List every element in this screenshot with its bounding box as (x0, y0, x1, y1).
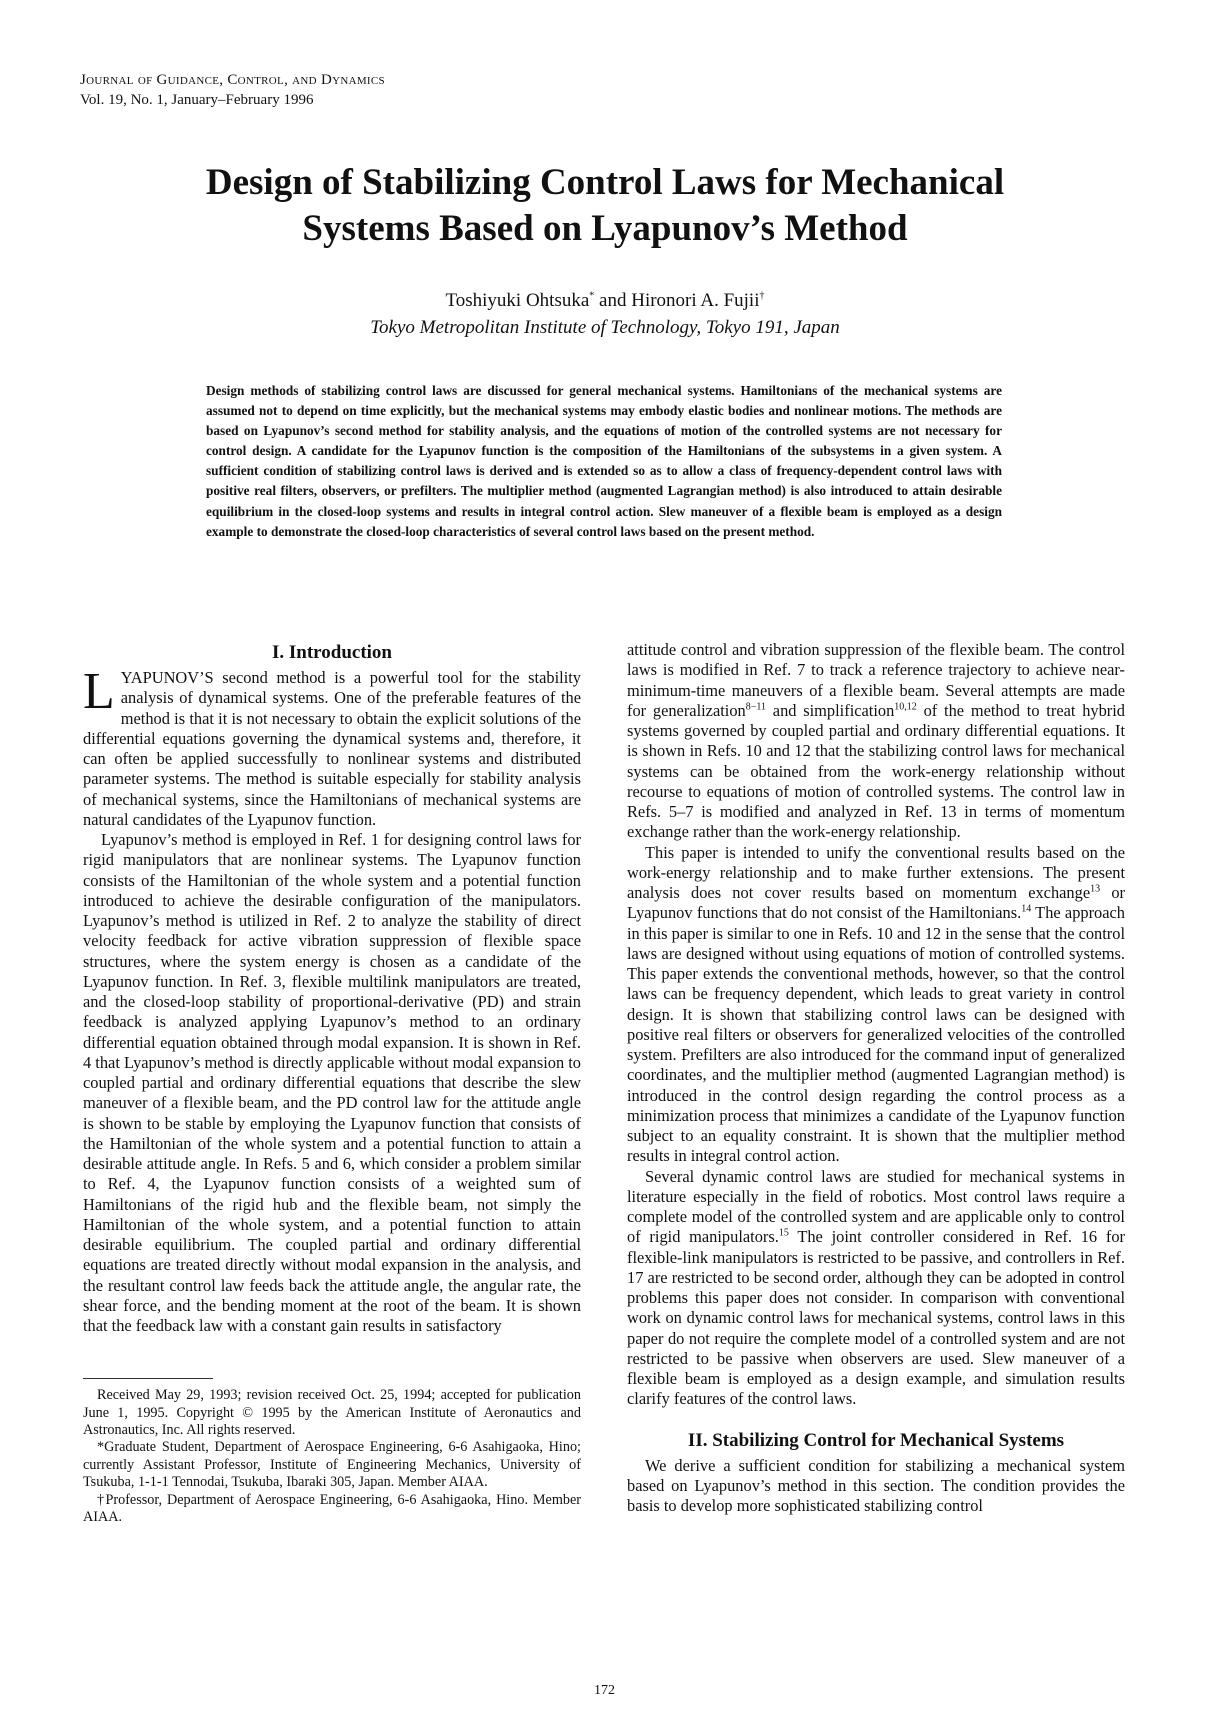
citation-mark: 15 (778, 1227, 789, 1239)
drop-cap: L (83, 663, 115, 720)
text-run: of the method to treat hybrid systems governed by coupled partial and ordinary differential equations. It is shown in Refs. 10 and 12 that the stabilizing control laws for mechanical systems can be obtained from the work-energy relationship without recourse to equations of motion of controlled systems. The control law in Refs. 5–7 is modified and analyzed in Ref. 13 in terms of momentum exchange rather than the work-energy relationship. (627, 700, 1125, 842)
citation-mark: 14 (1021, 903, 1032, 915)
text-run: This paper is intended to unify the conventional results based on the work-energy relationship and to make further extensions. The present analysis does not cover results based on momentum exchange (627, 842, 1125, 902)
text-run: Several dynamic control laws are studied for mechanical systems in literature especially in the field of robotics. Most control laws require a complete model of the controlled system and are applicable only to control of rigid manipulators. (627, 1166, 1125, 1247)
paper-title (60, 160, 1150, 252)
citation-mark: 8−11 (745, 701, 767, 713)
text-run: or Lyapunov functions that do not consist of the Hamiltonians. (627, 883, 1125, 923)
author-1-mark: * (589, 290, 595, 302)
intro-paragraph-2: Lyapunov’s method is employed in Ref. 1 for designing control laws for rigid manipulators that are nonlinear systems. The Lyapunov function consists of the Hamiltonian of the whole system and a potential function introduced to achieve the desirable configuration of the manipulators. Lyapunov’s method is utilized in Ref. 2 to analyze the stability of direct velocity feedback for active vibration suppression of flexible space structures, where the system energy is chosen as a candidate of the Lyapunov function. In Ref. 3, flexible multilink manipulators are treated, and the closed-loop stability of proportional-derivative (PD) and strain feedback is analyzed applying Lyapunov’s method to an ordinary differential equation obtained through modal expansion. It is shown in Ref. 4 that Lyapunov’s method is directly applicable without modal expansion to coupled partial and ordinary differential equations that describe the slew maneuver of a flexible beam, and the PD control law for the attitude angle is shown to be stable by employing the Lyapunov function that consists of the Hamiltonian of the whole system and a potential function to attain a desirable attitude angle. In Refs. 5 and 6, which consider a problem similar to Ref. 4, the Lyapunov function consists of a weighted sum of Hamiltonians of the rigid hub and the flexible beam, not simply the Hamiltonian of the whole system, and a potential function to attain desirable equilibrium. The coupled partial and ordinary differential equations are treated directly without modal expansion in the analysis, and the resultant control law feeds back the attitude angle, the angular rate, the shear force, and the bending moment at the root of the beam. It is shown that the feedback law with a constant gain results in satisfactory (83, 830, 582, 1335)
section-heading-introduction: I. Introduction (271, 642, 392, 663)
section-heading-stabilizing-control: II. Stabilizing Control for Mechanical Systems (687, 1429, 1065, 1451)
text-run: The joint controller considered in Ref. 16 for flexible-link manipulators is restricted to be passive, and controllers in Ref. 17 are restricted to be second order, although they can be adopted in control problems this paper does not consider. In comparison with conventional work on dynamic control laws for mechanical systems, control laws in this paper do not require the complete model of a controlled system and are not restricted to be passive when observers are used. Slew maneuver of a flexible beam is employed as a design example, and simulation results clarify features of the control laws. (627, 1227, 1126, 1409)
title-line-2: Systems Based on Lyapunov’s Method (302, 208, 908, 249)
left-column (83, 640, 581, 1527)
author-2: Hironori A. Fujii (631, 290, 760, 311)
intro-paragraph-4 (627, 1167, 1125, 1410)
journal-header (80, 70, 385, 110)
affiliation: Tokyo Metropolitan Institute of Technology, Tokyo 191, Japan (370, 317, 840, 338)
intro-paragraph-1-text: YAPUNOV’S second method is a powerful tool for the stability analysis of dynamical systems. One of the preferable features of the method is that it is not necessary to obtain the explicit solutions of the differential equations governing the dynamical systems and, therefore, it can often be applied successfully to nonlinear systems and distributed parameter systems. The method is suitable especially for stability analysis of mechanical systems, since the Hamiltonians of mechanical systems are natural candidates of the Lyapunov function. (83, 668, 581, 829)
text-run: The approach in this paper is similar to one in Refs. 10 and 12 in the sense that the control laws are designed without using equations of motion of controlled systems. This paper extends the conventional methods, however, so that the control laws can be frequency dependent, which leads to great variety in control design. It is shown that stabilizing control laws can be designed with positive real filters or observers for generalized velocities of the controlled system. Prefilters are also introduced for the command input of generalized coordinates, and the multiplier method (augmented Lagrangian method) is introduced in the control design regarding the control process as a minimization process that minimizes a candidate of the Lyapunov function subject to an equality constraint. It is shown that the multiplier method results in integral control action. (627, 903, 1126, 1166)
abstract: Design methods of stabilizing control laws are discussed for general mechanical systems. Hamiltonians of the mechanical systems are assumed not to depend on time explicitly, but the mechanical systems may embody elastic bodies and nonlinear motions. The methods are based on Lyapunov’s second method for stability analysis, and the equations of motion of the controlled systems are not necessary for control design. A candidate for the Lyapunov function is the composition of the Hamiltonians of the subsystems in a given system. A sufficient condition of stabilizing control laws is derived and is extended so as to allow a class of frequency-dependent control laws with positive real filters, observers, or prefilters. The multiplier method (augmented Lagrangian method) is also introduced to attain desirable equilibrium in the closed-loop systems and results in integral control action. Slew maneuver of a flexible beam is employed as a design example to demonstrate the closed-loop characteristics of several control laws based on the present method. (206, 383, 1002, 539)
footnote-rule (83, 1378, 213, 1379)
text-run: attitude control and vibration suppression of the flexible beam. The control laws is modified in Ref. 7 to track a reference trajectory to achieve near-minimum-time maneuvers of a flexible beam. Several attempts are made for generalization (627, 640, 1125, 720)
title-line-1: Design of Stabilizing Control Laws for Mechanical (205, 162, 1005, 203)
footnote-received: Received May 29, 1993; revision received Oct. 25, 1994; accepted for publication June 1, 1995. Copyright © 1995 by the American Institute of Aeronautics and Astronautics, Inc. All rights reserved. (83, 1387, 581, 1439)
author-2-mark: † (759, 290, 765, 302)
intro-paragraph-continued (627, 640, 1125, 843)
footnotes (83, 1387, 581, 1526)
footnote-author-2: †Professor, Department of Aerospace Engineering, 6-6 Asahigaoka, Hino. Member AIAA. (83, 1491, 581, 1526)
author-1: Toshiyuki Ohtsuka (445, 290, 590, 311)
text-run: and simplification (766, 700, 895, 720)
page-number: 172 (594, 1683, 615, 1698)
intro-paragraph-1 (83, 663, 581, 830)
section-2-paragraph-1: We derive a sufficient condition for stabilizing a mechanical system based on Lyapunov’s method in this section. The condition provides the basis to develop more sophisticated stabilizing control (627, 1455, 1125, 1515)
author-list (60, 289, 1150, 313)
journal-issue: Vol. 19, No. 1, January–February 1996 (80, 92, 314, 108)
footnote-author-1: *Graduate Student, Department of Aerospace Engineering, 6-6 Asahigaoka, Hino; currently Assistant Professor, Institute of Engineering Mechanics, University of Tsukuba, 1-1-1 Tennodai, Tsukuba, Ibaraki 305, Japan. Member AIAA. (83, 1439, 581, 1491)
author-conjunction: and (594, 290, 632, 311)
citation-mark: 10,12 (894, 701, 917, 713)
citation-mark: 13 (1090, 883, 1101, 895)
intro-paragraph-3 (627, 843, 1125, 1167)
journal-name: Journal of Guidance, Control, and Dynamics (80, 72, 385, 88)
right-column (627, 640, 1125, 1516)
